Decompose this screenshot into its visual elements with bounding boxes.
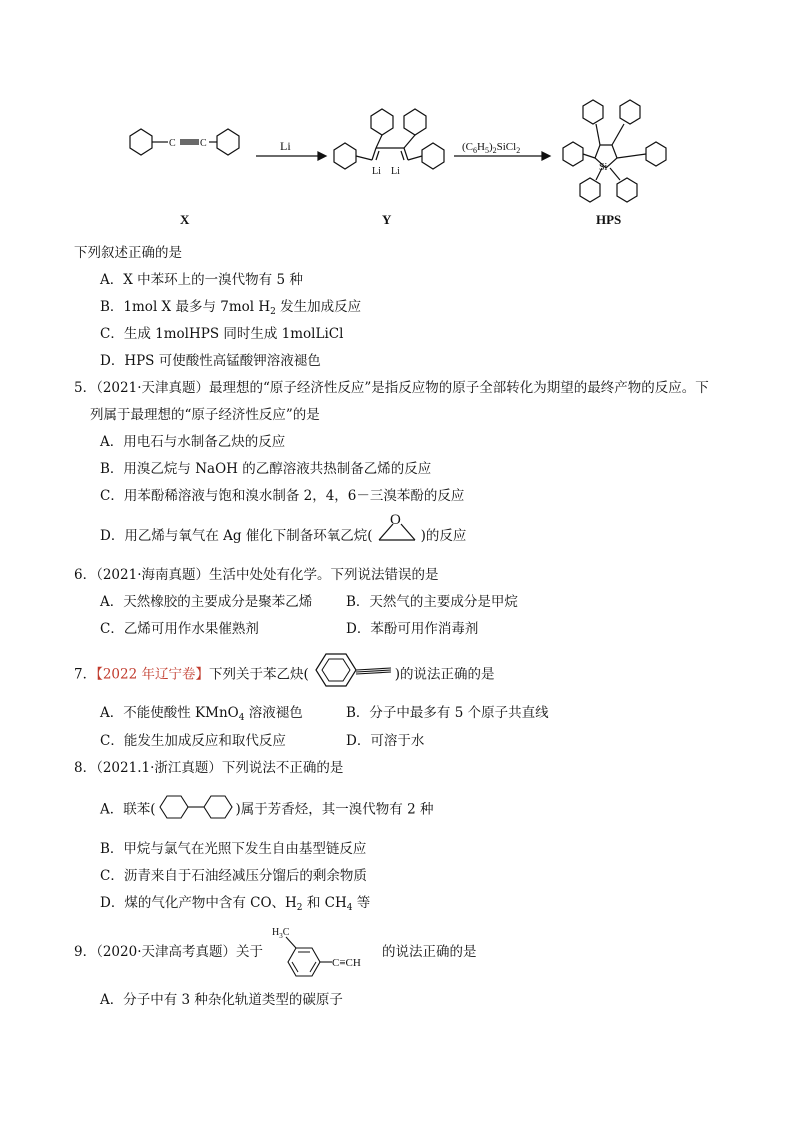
reagent-silane: $(C_6H_5)_2SiCl_2$ [462,141,521,155]
q7-option-c: C．能发生加成反应和取代反应 [100,733,286,749]
q6-stem: 6．（2021·海南真题）生活中处处有化学。下列说法错误的是 [74,567,439,583]
phenylacetylene-structure [309,650,395,690]
atom-si: Si [599,162,608,173]
svg-text:H3C: $H_3C$ [272,927,290,940]
reagent-li: Li [280,139,291,153]
q5-stem-line1: 5．（2021·天津真题）最理想的“原子经济性反应”是指反应物的原子全部转化为期望的最终产物的反应。下 [74,380,709,396]
q4-option-d: D．HPS 可使酸性高锰酸钾溶液褪色 [100,353,321,369]
q8-stem: 8．（2021.1·浙江真题）下列说法不正确的是 [74,760,344,776]
q9-stem-pre: 9．（2020·天津高考真题）关于 [74,944,263,960]
arrow-2 [454,141,550,160]
q6-option-b: B．天然气的主要成分是甲烷 [346,594,518,610]
q4-option-c: C．生成 1molHPS 同时生成 1molLiCl [100,326,344,342]
q8-option-b: B．甲烷与氯气在光照下发生自由基型链反应 [100,841,367,857]
q5-option-a: A．用电石与水制备乙炔的反应 [100,434,286,450]
biphenyl-structure [156,792,236,822]
molecule-y [334,109,444,177]
label-x: X [180,212,190,227]
q7-option-b: B．分子中最多有 5 个原子共直线 [346,705,549,721]
q8-option-c: C．沥青来自于石油经减压分馏后的剩余物质 [100,868,367,884]
molecule-x [130,129,239,155]
label-hps: HPS [596,212,622,227]
atom-c-1: C [169,138,176,149]
q6-option-c: C．乙烯可用作水果催熟剂 [100,621,259,637]
q4-option-b: B．1mol X 最多与 7mol $H_2$ 发生加成反应 [100,299,362,317]
q7-source: 【2022 年辽宁卷】 [96,666,209,683]
q7-stem: 7．【2022 年辽宁卷】下列关于苯乙炔( )的说法正确的是 [74,660,495,690]
atom-li-1: Li [372,166,381,177]
label-y: Y [382,212,392,227]
q5-option-b: B．用溴乙烷与 NaOH 的乙醇溶液共热制备乙烯的反应 [100,461,432,477]
q6-option-a: A．天然橡胶的主要成分是聚苯乙烯 [100,594,313,610]
q8-option-d: D．煤的气化产物中含有 CO、$H_2$ 和 $CH_4$ 等 [100,895,371,913]
q5-option-c: C．用苯酚稀溶液与饱和溴水制备 2，4，6－三溴苯酚的反应 [100,488,465,504]
epoxide-structure [373,510,421,546]
arrow-1 [256,139,326,160]
svg-text:O: O [389,511,401,528]
q4-option-a: A．X 中苯环上的一溴代物有 5 种 [100,272,303,288]
q4-stem: 下列叙述正确的是 [74,245,182,261]
q8-option-a: A．联苯( )属于芳香烃，其一溴代物有 2 种 [100,798,433,822]
atom-li-2: Li [391,166,400,177]
q7-option-d: D．可溶于水 [346,733,425,749]
reaction-scheme [0,0,794,240]
q9-option-a: A．分子中有 3 种杂化轨道类型的碳原子 [100,992,343,1008]
molecule-hps [563,100,666,202]
m-methylphenylacetylene-structure [268,922,384,984]
q5-stem-line2: 列属于最理想的“原子经济性反应”的是 [90,407,320,423]
atom-c-2: C [200,138,207,149]
q5-option-d: D．用乙烯与氧气在 Ag 催化下制备环氧乙烷( O )的反应 [100,511,467,544]
alkyne-group: C≡CH [332,957,361,969]
q7-option-a: A．不能使酸性 KMnO$_4$ 溶液褪色 [100,705,303,723]
q9-stem-post: 的说法正确的是 [382,944,477,960]
q6-option-d: D．苯酚可用作消毒剂 [346,621,479,637]
